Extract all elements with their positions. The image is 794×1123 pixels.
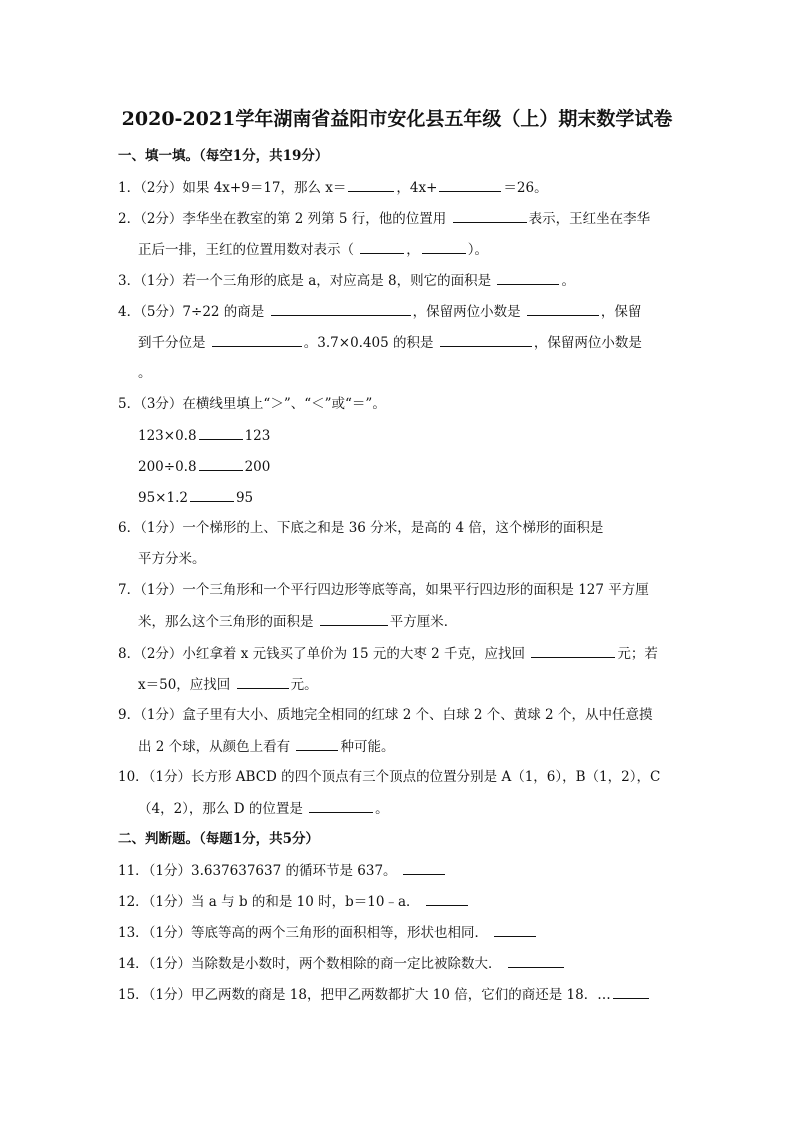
answer-blank[interactable]: [422, 239, 466, 254]
answer-blank[interactable]: [320, 611, 388, 626]
answer-blank[interactable]: [527, 301, 599, 316]
question-7-cont: 米，那么这个三角形的面积是 平方厘米．: [138, 611, 457, 632]
question-12: 12．（1分）当 a 与 b 的和是 10 时，b＝10﹣a．: [118, 891, 470, 912]
question-3: 3．（1分）若一个三角形的底是 a，对应高是 8，则它的面积是 。: [118, 270, 575, 291]
question-9-cont: 出 2 个球，从颜色上看有 种可能。: [138, 736, 394, 757]
question-6-cont: 平方分米。: [138, 551, 206, 567]
question-10-cont: （4，2），那么 D 的位置是 。: [138, 798, 389, 819]
answer-blank[interactable]: [494, 922, 536, 937]
question-9: 9．（1分）盒子里有大小、质地完全相同的红球 2 个、白球 2 个、黄球 2 个，从中任意摸: [118, 707, 653, 723]
compare-row-1: 123×0.8 123: [138, 425, 270, 446]
answer-blank[interactable]: [403, 860, 445, 875]
answer-blank[interactable]: [199, 425, 243, 440]
question-4: 4．（5分）7÷22 的商是 ，保留两位小数是 ，保留: [118, 301, 641, 322]
answer-blank[interactable]: [348, 177, 394, 192]
answer-blank[interactable]: [190, 487, 234, 502]
answer-blank[interactable]: [497, 270, 559, 285]
answer-blank[interactable]: [212, 332, 302, 347]
answer-blank[interactable]: [309, 798, 373, 813]
answer-blank[interactable]: [439, 177, 501, 192]
answer-blank[interactable]: [199, 456, 243, 471]
compare-row-3: 95×1.2 95: [138, 487, 253, 508]
section-heading-judge: 二、判断题。（每题1分，共5分）: [118, 831, 320, 847]
question-15: 15．（1分）甲乙两数的商是 18，把甲乙两数都扩大 10 倍，它们的商还是 18．…: [118, 984, 651, 1005]
question-1: 1．（2分）如果 4x+9＝17，那么 x＝ ，4x+ ＝26。: [118, 177, 548, 198]
question-5: 5．（3分）在横线里填上“＞”、“＜”或“＝”。: [118, 396, 386, 412]
question-2: 2．（2分）李华坐在教室的第 2 列第 5 行，他的位置用 表示，王红坐在李华: [118, 208, 650, 229]
answer-blank[interactable]: [453, 208, 527, 223]
question-2-cont: 正后一排，王红的位置用数对表示（ ， ）。: [138, 239, 488, 260]
answer-blank[interactable]: [531, 643, 615, 658]
question-14: 14．（1分）当除数是小数时，两个数相除的商一定比被除数大．: [118, 953, 566, 974]
answer-blank[interactable]: [440, 332, 532, 347]
question-6: 6．（1分）一个梯形的上、下底之和是 36 分米，是高的 4 倍，这个梯形的面积是: [118, 520, 604, 536]
section-heading-fill: 一、填一填。（每空1分，共19分）: [118, 148, 329, 164]
question-4-cont: 到千分位是 。3.7×0.405 的积是 ，保留两位小数是: [138, 332, 642, 353]
question-4-end: 。: [138, 365, 152, 381]
answer-blank[interactable]: [360, 239, 404, 254]
question-8-cont: x＝50，应找回 元。: [138, 674, 318, 695]
question-7: 7．（1分）一个三角形和一个平行四边形等底等高，如果平行四边形的面积是 127 平方厘: [118, 582, 649, 598]
answer-blank[interactable]: [271, 301, 411, 316]
answer-blank[interactable]: [426, 891, 468, 906]
question-10: 10．（1分）长方形 ABCD 的四个顶点有三个顶点的位置分别是 A（1，6），B（1，2），C: [118, 769, 661, 785]
answer-blank[interactable]: [237, 674, 289, 689]
question-8: 8．（2分）小红拿着 x 元钱买了单价为 15 元的大枣 2 千克，应找回 元；若: [118, 643, 658, 664]
answer-blank[interactable]: [296, 736, 338, 751]
question-13: 13．（1分）等底等高的两个三角形的面积相等，形状也相同．: [118, 922, 538, 943]
question-11: 11．（1分）3.637637637 的循环节是 637。: [118, 860, 447, 881]
page-title: 2020-2021学年湖南省益阳市安化县五年级（上）期末数学试卷: [121, 108, 673, 130]
compare-row-2: 200÷0.8 200: [138, 456, 270, 477]
answer-blank[interactable]: [613, 984, 649, 999]
answer-blank[interactable]: [508, 953, 564, 968]
